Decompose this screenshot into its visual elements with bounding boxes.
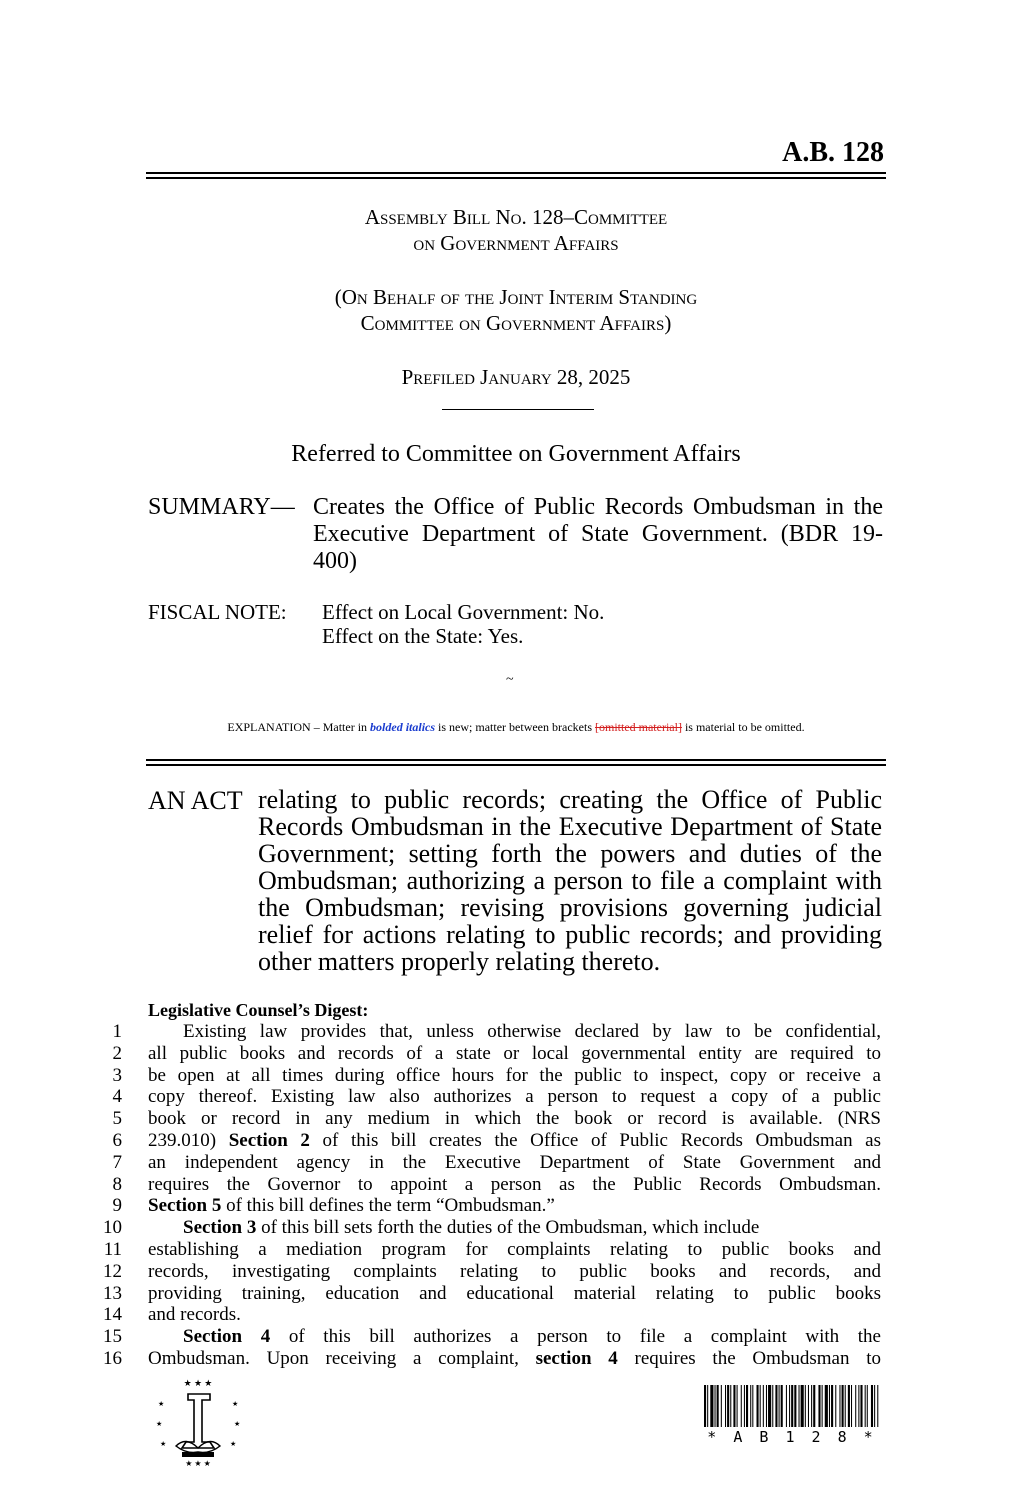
barcode-bar xyxy=(786,1385,787,1427)
digest-text-run: of this bill authorizes a person to file a complaint with the xyxy=(270,1326,881,1348)
digest-line xyxy=(95,1261,885,1283)
on-behalf-line-2: Committee on Government Affairs) xyxy=(360,311,672,335)
barcode-bar xyxy=(727,1385,729,1427)
digest-line-text xyxy=(148,1195,881,1217)
fiscal-local: Effect on Local Government: No. xyxy=(322,600,605,624)
barcode-bar xyxy=(848,1385,850,1427)
line-number: 16 xyxy=(103,1347,122,1369)
explanation-rule-bottom xyxy=(146,764,886,766)
barcode-bar xyxy=(772,1385,773,1427)
digest-line xyxy=(95,1239,885,1261)
barcode-bar xyxy=(763,1385,764,1427)
svg-text:★: ★ xyxy=(158,1400,165,1408)
prefiled-date: Prefiled January 28, 2025 xyxy=(401,365,631,389)
fiscal-state: Effect on the State: Yes. xyxy=(322,624,524,648)
section-reference: Section 2 xyxy=(228,1129,310,1151)
line-number: 3 xyxy=(112,1064,122,1086)
barcode-bar xyxy=(811,1385,812,1427)
digest-text-run: providing training, education and educational material relating to public books xyxy=(148,1282,881,1304)
barcode-bar xyxy=(768,1385,771,1427)
barcode-bar xyxy=(813,1385,815,1427)
on-behalf-line-1: (On Behalf of the Joint Interim Standing xyxy=(334,285,698,309)
barcode-bar xyxy=(831,1385,833,1427)
digest-line-text xyxy=(148,1086,881,1108)
svg-text:★ ★ ★: ★ ★ ★ xyxy=(183,1378,213,1388)
section-reference: Section 3 xyxy=(183,1217,257,1239)
svg-text:★: ★ xyxy=(156,1420,163,1428)
fiscal-note-label: FISCAL NOTE: xyxy=(148,600,287,624)
svg-text:★: ★ xyxy=(160,1440,167,1448)
digest-line-text xyxy=(148,1152,881,1174)
summary-label: SUMMARY— xyxy=(148,494,295,520)
digest-text-run: of this bill defines the term “Ombudsman.” xyxy=(221,1195,555,1217)
line-number: 11 xyxy=(103,1238,122,1260)
digest-line-text xyxy=(183,1021,881,1043)
barcode-bar xyxy=(721,1385,722,1427)
barcode-bar xyxy=(860,1385,862,1427)
barcode-bar xyxy=(851,1385,852,1427)
digest-text-run: be open at all times during office hours for the public to inspect, copy or receive a xyxy=(148,1064,881,1086)
barcode-bar xyxy=(744,1385,745,1427)
digest-line-text xyxy=(183,1326,881,1348)
barcode-bar xyxy=(730,1385,731,1427)
barcode-bar xyxy=(867,1385,868,1427)
digest-line xyxy=(95,1065,885,1087)
barcode-bar xyxy=(779,1385,780,1427)
digest-line xyxy=(95,1304,885,1326)
barcode-bar xyxy=(725,1385,726,1427)
digest-heading: Legislative Counsel’s Digest: xyxy=(148,1000,369,1020)
digest-text-run: of this bill creates the Office of Public Records Ombudsman as xyxy=(309,1129,882,1151)
barcode-text: * A B 1 2 8 * xyxy=(707,1428,877,1446)
digest-line-text xyxy=(148,1304,881,1326)
digest-text-run: 239.010) xyxy=(148,1129,229,1151)
digest-line-text xyxy=(148,1239,881,1261)
act-text: relating to public records; creating the Office of Public Records Ombudsman in the Executive Department of State Government; setting forth the powers and duties of the Ombudsman; authorizing a person to file a complaint with the Ombudsman; revising provisions governing judicial relief for actions relating to public records; and providing other matters properly relating thereto. xyxy=(258,785,882,976)
digest-text-run: an independent agency in the Executive Department of State Government and xyxy=(148,1151,881,1173)
barcode-bar xyxy=(839,1385,840,1427)
explanation-text-1: EXPLANATION – Matter in xyxy=(227,720,371,734)
line-number: 2 xyxy=(112,1042,122,1064)
svg-text:★: ★ xyxy=(234,1420,241,1428)
barcode-bar xyxy=(794,1385,796,1427)
digest-line xyxy=(95,1326,885,1348)
barcode-bar xyxy=(741,1385,742,1427)
barcode-bar xyxy=(760,1385,761,1427)
section-reference: section 4 xyxy=(535,1347,618,1369)
barcode-bar xyxy=(871,1385,873,1427)
barcode-bar xyxy=(791,1385,793,1427)
digest-line-text xyxy=(148,1261,881,1283)
barcode-bar xyxy=(822,1385,823,1427)
digest-line xyxy=(95,1021,885,1043)
line-number: 1 xyxy=(112,1021,122,1042)
barcode-bar xyxy=(704,1385,706,1427)
line-number: 10 xyxy=(103,1217,122,1239)
barcode-bar xyxy=(818,1385,820,1427)
barcode-bar xyxy=(781,1385,783,1427)
referred-to: Referred to Committee on Government Affairs xyxy=(291,441,741,467)
omitted-material-sample: [omitted material] xyxy=(594,720,682,734)
digest-text-run: copy thereof. Existing law also authorizes a person to request a copy of a public xyxy=(148,1086,881,1108)
line-number: 9 xyxy=(112,1195,122,1217)
digest-body xyxy=(95,1021,885,1370)
explanation-text-2: is new; matter between brackets xyxy=(435,720,595,734)
digest-line xyxy=(95,1283,885,1305)
barcode-bar xyxy=(825,1385,828,1427)
digest-text-run: all public books and records of a state or local governmental entity are required to xyxy=(148,1042,881,1064)
digest-text-run: requires the Ombudsman to xyxy=(617,1347,881,1369)
barcode-bar xyxy=(733,1385,735,1427)
digest-line xyxy=(95,1043,885,1065)
line-number: 14 xyxy=(103,1304,122,1326)
digest-line xyxy=(95,1108,885,1130)
summary-text: Creates the Office of Public Records Ombudsman in the Executive Department of State Government. (BDR 19-400) xyxy=(313,494,883,574)
svg-text:★: ★ xyxy=(230,1440,237,1448)
barcode-bar xyxy=(775,1385,777,1427)
barcode-icon xyxy=(704,1385,880,1427)
act-label: AN ACT xyxy=(148,786,243,815)
digest-line-text xyxy=(148,1348,881,1370)
new-material-sample: bolded italics xyxy=(370,720,436,734)
bill-title-line-1: Assembly Bill No. 128–Committee xyxy=(364,205,668,229)
barcode-bar xyxy=(845,1385,846,1427)
digest-line xyxy=(95,1130,885,1152)
line-number: 7 xyxy=(112,1151,122,1173)
barcode-bar xyxy=(808,1385,809,1427)
title-divider xyxy=(442,409,594,410)
barcode-bar xyxy=(789,1385,790,1427)
barcode-bar xyxy=(746,1385,748,1427)
barcode-bar xyxy=(752,1385,753,1427)
barcode-bar xyxy=(710,1385,713,1427)
line-number: 8 xyxy=(112,1173,122,1195)
barcode-bar xyxy=(717,1385,719,1427)
digest-line xyxy=(95,1348,885,1370)
barcode-bar xyxy=(805,1385,806,1427)
bill-number: A.B. 128 xyxy=(782,137,884,168)
line-number: 15 xyxy=(103,1326,122,1348)
digest-line-text xyxy=(148,1043,881,1065)
barcode-bar xyxy=(865,1385,866,1427)
svg-text:★: ★ xyxy=(232,1400,239,1408)
digest-text-run: records, investigating complaints relating to public books and records, and xyxy=(148,1260,881,1282)
digest-line xyxy=(95,1174,885,1196)
line-number: 4 xyxy=(112,1086,122,1108)
header-rule-top xyxy=(146,172,886,174)
digest-text-run: Existing law provides that, unless otherwise declared by law to be confidential, xyxy=(183,1021,881,1042)
digest-text-run: Ombudsman. Upon receiving a complaint, xyxy=(148,1347,536,1369)
line-number: 5 xyxy=(112,1108,122,1130)
section-reference: Section 4 xyxy=(183,1326,271,1348)
explanation-rule-top xyxy=(146,759,886,761)
digest-line-text xyxy=(148,1065,881,1087)
barcode-bar xyxy=(801,1385,804,1427)
digest-text-run: book or record in any medium in which the book or record is available. (NRS xyxy=(148,1108,881,1130)
barcode-bar xyxy=(874,1385,875,1427)
digest-line-text xyxy=(183,1217,881,1239)
barcode-bar xyxy=(707,1385,708,1427)
barcode-bar xyxy=(757,1385,759,1427)
digest-line xyxy=(95,1195,885,1217)
line-number: 12 xyxy=(103,1260,122,1282)
explanation-text-3: is material to be omitted. xyxy=(681,720,805,734)
digest-text-run: establishing a mediation program for complaints relating to public books and xyxy=(148,1238,881,1260)
bill-title-line-2: on Government Affairs xyxy=(413,231,619,255)
digest-text-run: requires the Governor to appoint a person as the Public Records Ombudsman. xyxy=(148,1173,881,1195)
digest-line-text xyxy=(148,1130,881,1152)
svg-text:★ ★ ★: ★ ★ ★ xyxy=(185,1459,211,1468)
tilde-mark: ~ xyxy=(506,672,514,687)
barcode-bar xyxy=(855,1385,856,1427)
state-seal-icon xyxy=(152,1376,244,1468)
barcode-bar xyxy=(750,1385,751,1427)
barcode-bar xyxy=(715,1385,716,1427)
barcode-bar xyxy=(877,1385,878,1427)
digest-line-text xyxy=(148,1108,881,1130)
barcode-bar xyxy=(799,1385,800,1427)
digest-text-run: and records. xyxy=(148,1304,241,1326)
digest-line-text xyxy=(148,1283,881,1305)
barcode-bar xyxy=(858,1385,859,1427)
digest-line xyxy=(95,1086,885,1108)
barcode-bar xyxy=(829,1385,830,1427)
explanation-note xyxy=(146,720,886,735)
section-reference: Section 5 xyxy=(148,1195,222,1217)
barcode-bar xyxy=(737,1385,738,1427)
header-rule-bottom xyxy=(146,177,886,179)
digest-line-text xyxy=(148,1174,881,1196)
barcode-bar xyxy=(842,1385,844,1427)
digest-line xyxy=(95,1217,885,1239)
digest-line xyxy=(95,1152,885,1174)
barcode-bar xyxy=(835,1385,836,1427)
digest-text-run: of this bill sets forth the duties of the Ombudsman, which include xyxy=(256,1217,760,1239)
line-number: 13 xyxy=(103,1282,122,1304)
barcode-bar xyxy=(766,1385,767,1427)
line-number: 6 xyxy=(112,1129,122,1151)
